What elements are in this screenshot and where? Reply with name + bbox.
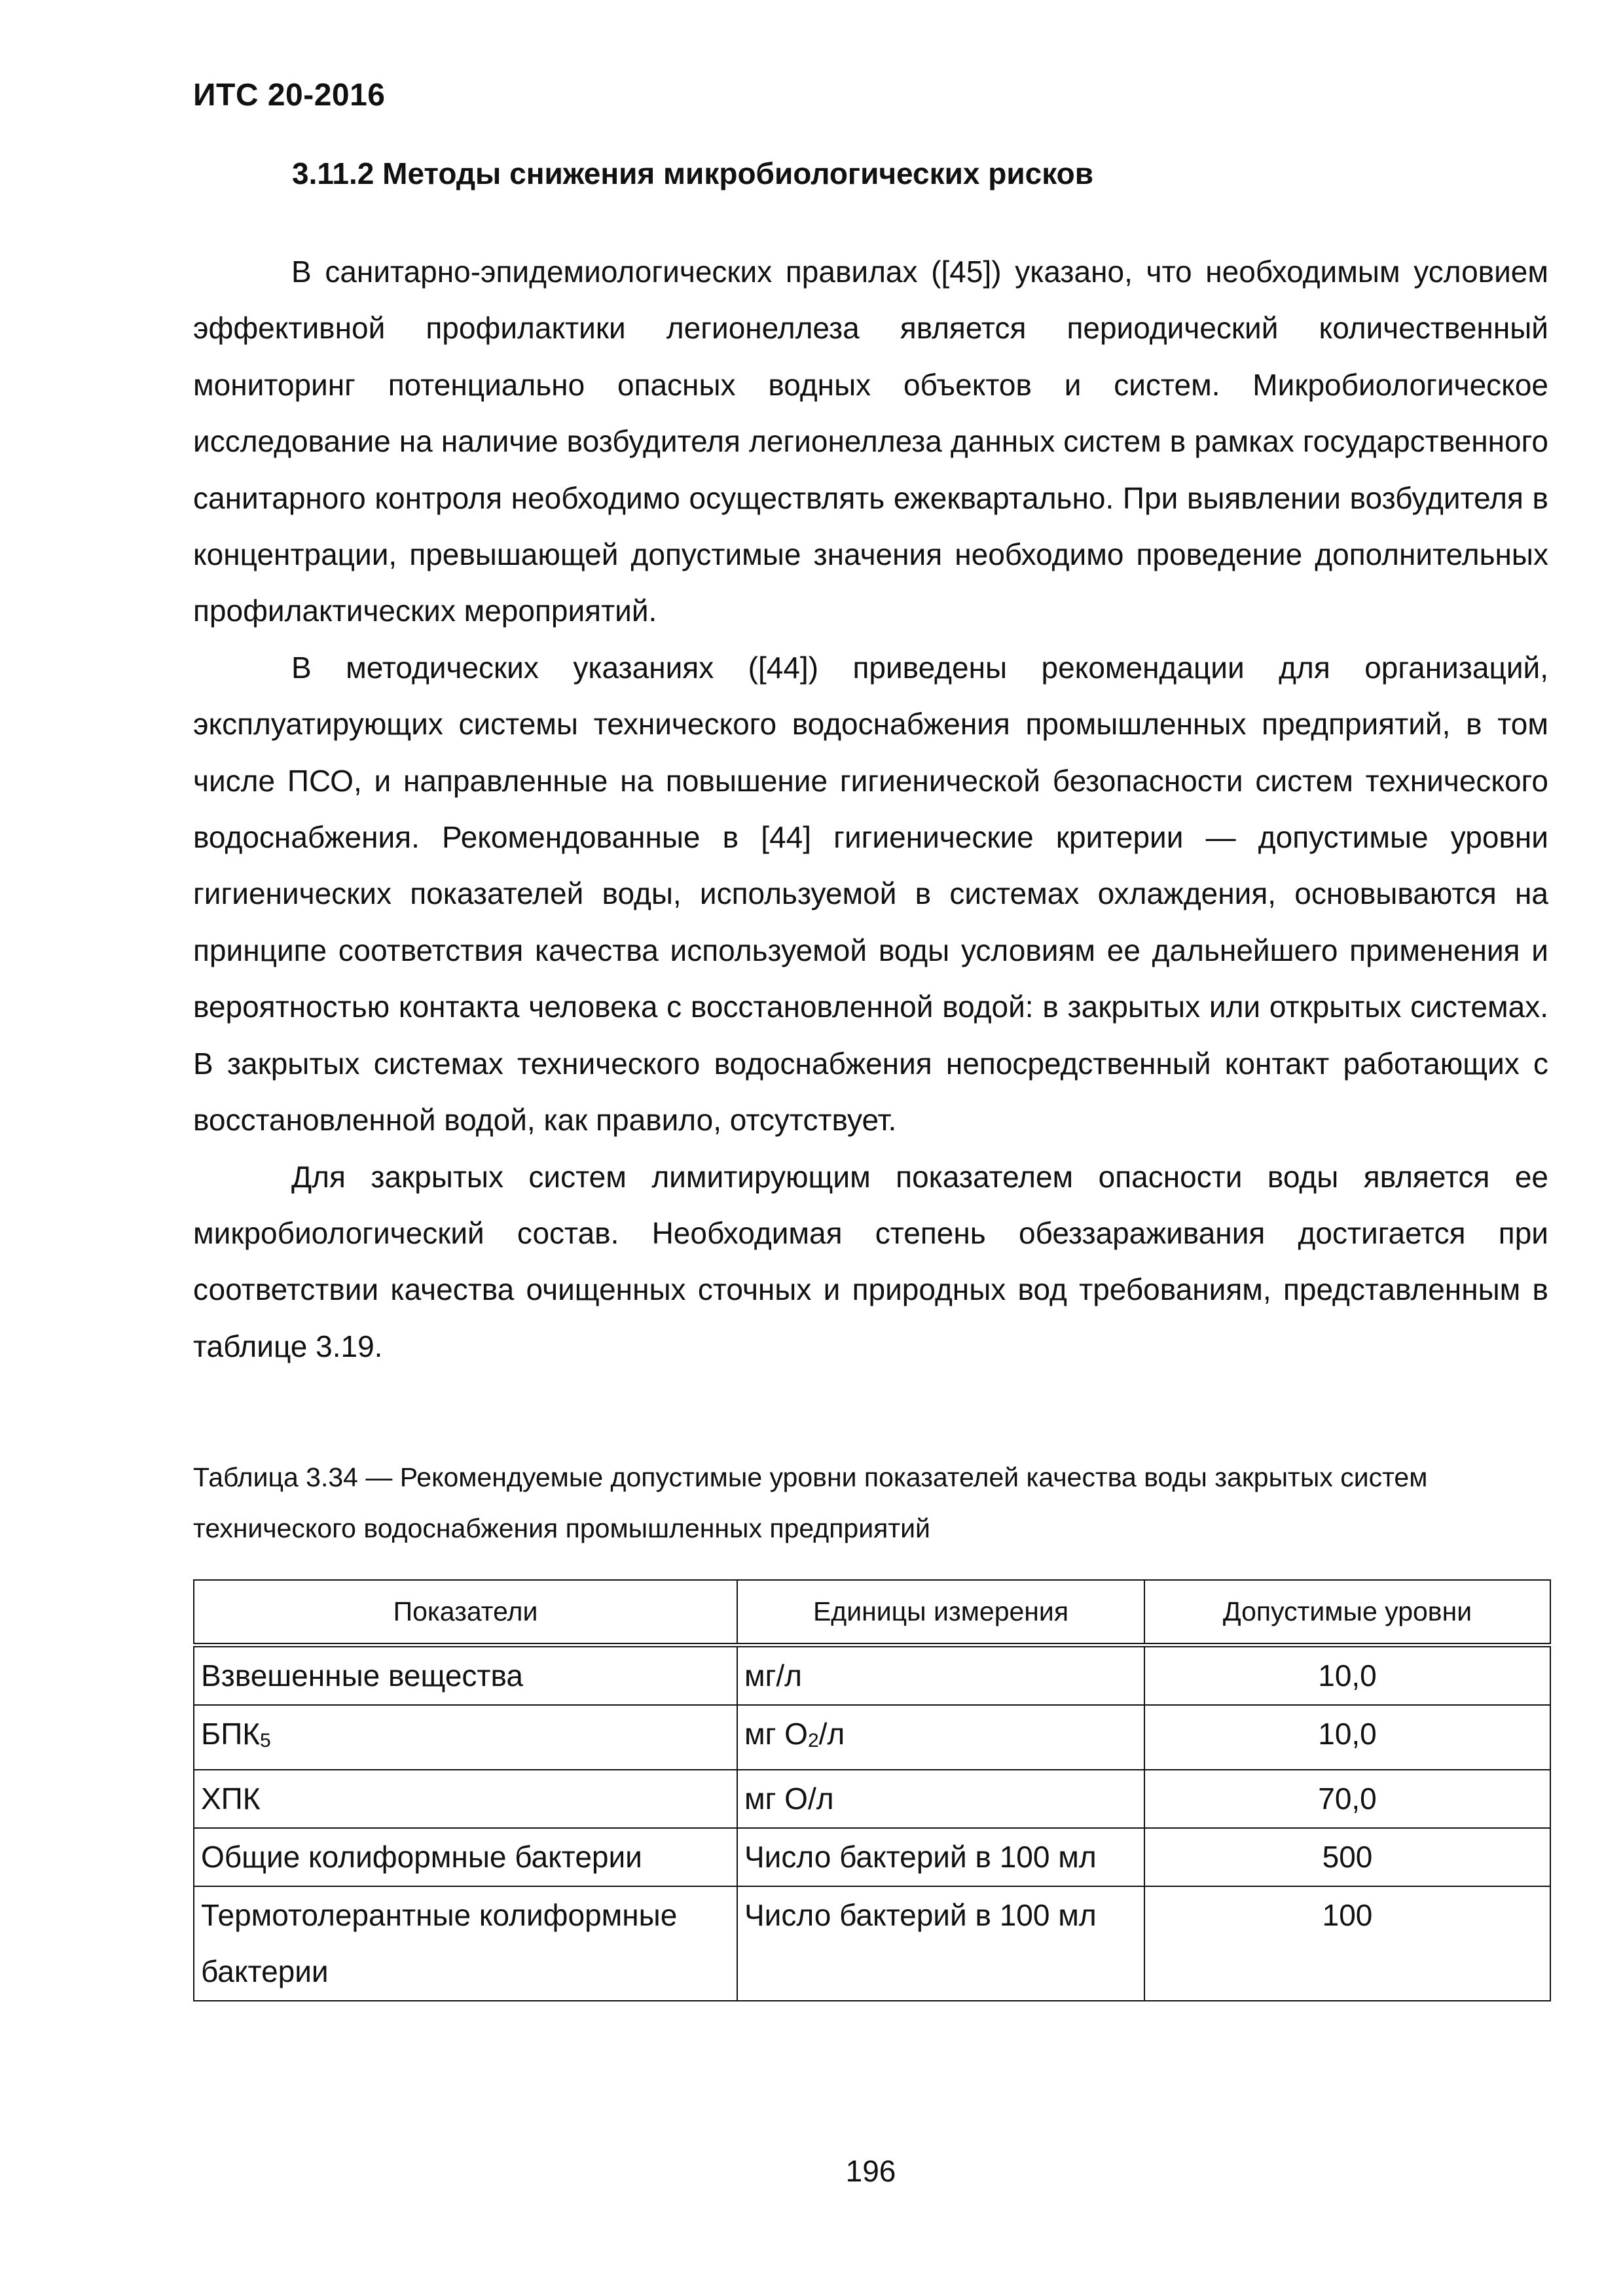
level-cell: 500 [1144, 1828, 1550, 1886]
table-row [194, 1770, 1550, 1828]
indicator-text: БПК [201, 1717, 261, 1751]
indicator-cell: ХПК [194, 1770, 737, 1828]
level-cell: 100 [1144, 1886, 1550, 2001]
table-caption: Таблица 3.34 — Рекомендуемые допустимые уровни показателей качества воды закрытых систем технического водоснабжения промышленных предприятий [193, 1462, 1428, 1543]
table-row [194, 1828, 1550, 1886]
table-row [194, 1645, 1550, 1706]
table-row [194, 1886, 1550, 2001]
paragraph-1: В санитарно-эпидемиологических правилах ([45]) указано, что необходимым условием эффективной профилактики легионеллеза является периодический количественный мониторинг потенциально опасных водных объектов и систем. Микробиологическое исследование на наличие возбудителя легионеллеза данных систем в рамках государственного санитарного контроля необходимо осуществлять ежеквартально. При выявлении возбудителя в концентрации, превышающей допустимые значения необходимо проведение дополнительных профилактических мероприятий. [193, 255, 1548, 628]
level-cell: 10,0 [1144, 1645, 1550, 1706]
indicator-cell: Общие колиформные бактерии [194, 1828, 737, 1886]
unit-subscript: 2 [807, 1730, 819, 1751]
unit-cell [737, 1705, 1144, 1770]
page-number: 196 [845, 2154, 896, 2188]
indicator-subscript: 5 [260, 1730, 271, 1751]
level-cell: 10,0 [1144, 1705, 1550, 1770]
table-row [194, 1705, 1550, 1770]
body-text [193, 243, 1548, 1374]
unit-cell: Число бактерий в 100 мл [737, 1828, 1144, 1886]
indicator-cell: Термотолерантные колиформные бактерии [194, 1886, 737, 2001]
unit-cell: Число бактерий в 100 мл [737, 1886, 1144, 2001]
page-header: ИТС 20-2016 [193, 78, 386, 113]
unit-cell: мг/л [737, 1645, 1144, 1706]
header-indicators: Показатели [194, 1580, 737, 1645]
unit-cell: мг О/л [737, 1770, 1144, 1828]
indicator-cell [194, 1705, 737, 1770]
water-quality-table [193, 1579, 1551, 2001]
section-title: 3.11.2 Методы снижения микробиологических рисков [292, 156, 1094, 190]
indicator-cell: Взвешенные вещества [194, 1645, 737, 1706]
header-levels: Допустимые уровни [1144, 1580, 1550, 1645]
unit-text-post: /л [818, 1717, 845, 1751]
level-cell: 70,0 [1144, 1770, 1550, 1828]
paragraph-3: Для закрытых систем лимитирующим показателем опасности воды является ее микробиологический состав. Необходимая степень обеззараживания достигается при соответствии качества очищенных сточных и природных вод требованиям, представленным в таблице 3.19. [193, 1159, 1548, 1363]
unit-text-pre: мг О [744, 1717, 808, 1751]
header-units: Единицы измерения [737, 1580, 1144, 1645]
table-header-row [194, 1580, 1550, 1645]
paragraph-2: В методических указаниях ([44]) приведены рекомендации для организаций, эксплуатирующих системы технического водоснабжения промышленных предприятий, в том числе ПСО, и направленные на повышение гигиенической безопасности систем технического водоснабжения. Рекомендованные в [44] гигиенические критерии — допустимые уровни гигиенических показателей воды, используемой в системах охлаждения, основываются на принципе соответствия качества используемой воды условиям ее дальнейшего применения и вероятностью контакта человека с восстановленной водой: в закрытых или открытых системах. В закрытых системах технического водоснабжения непосредственный контакт работающих с восстановленной водой, как правило, отсутствует. [193, 650, 1548, 1138]
